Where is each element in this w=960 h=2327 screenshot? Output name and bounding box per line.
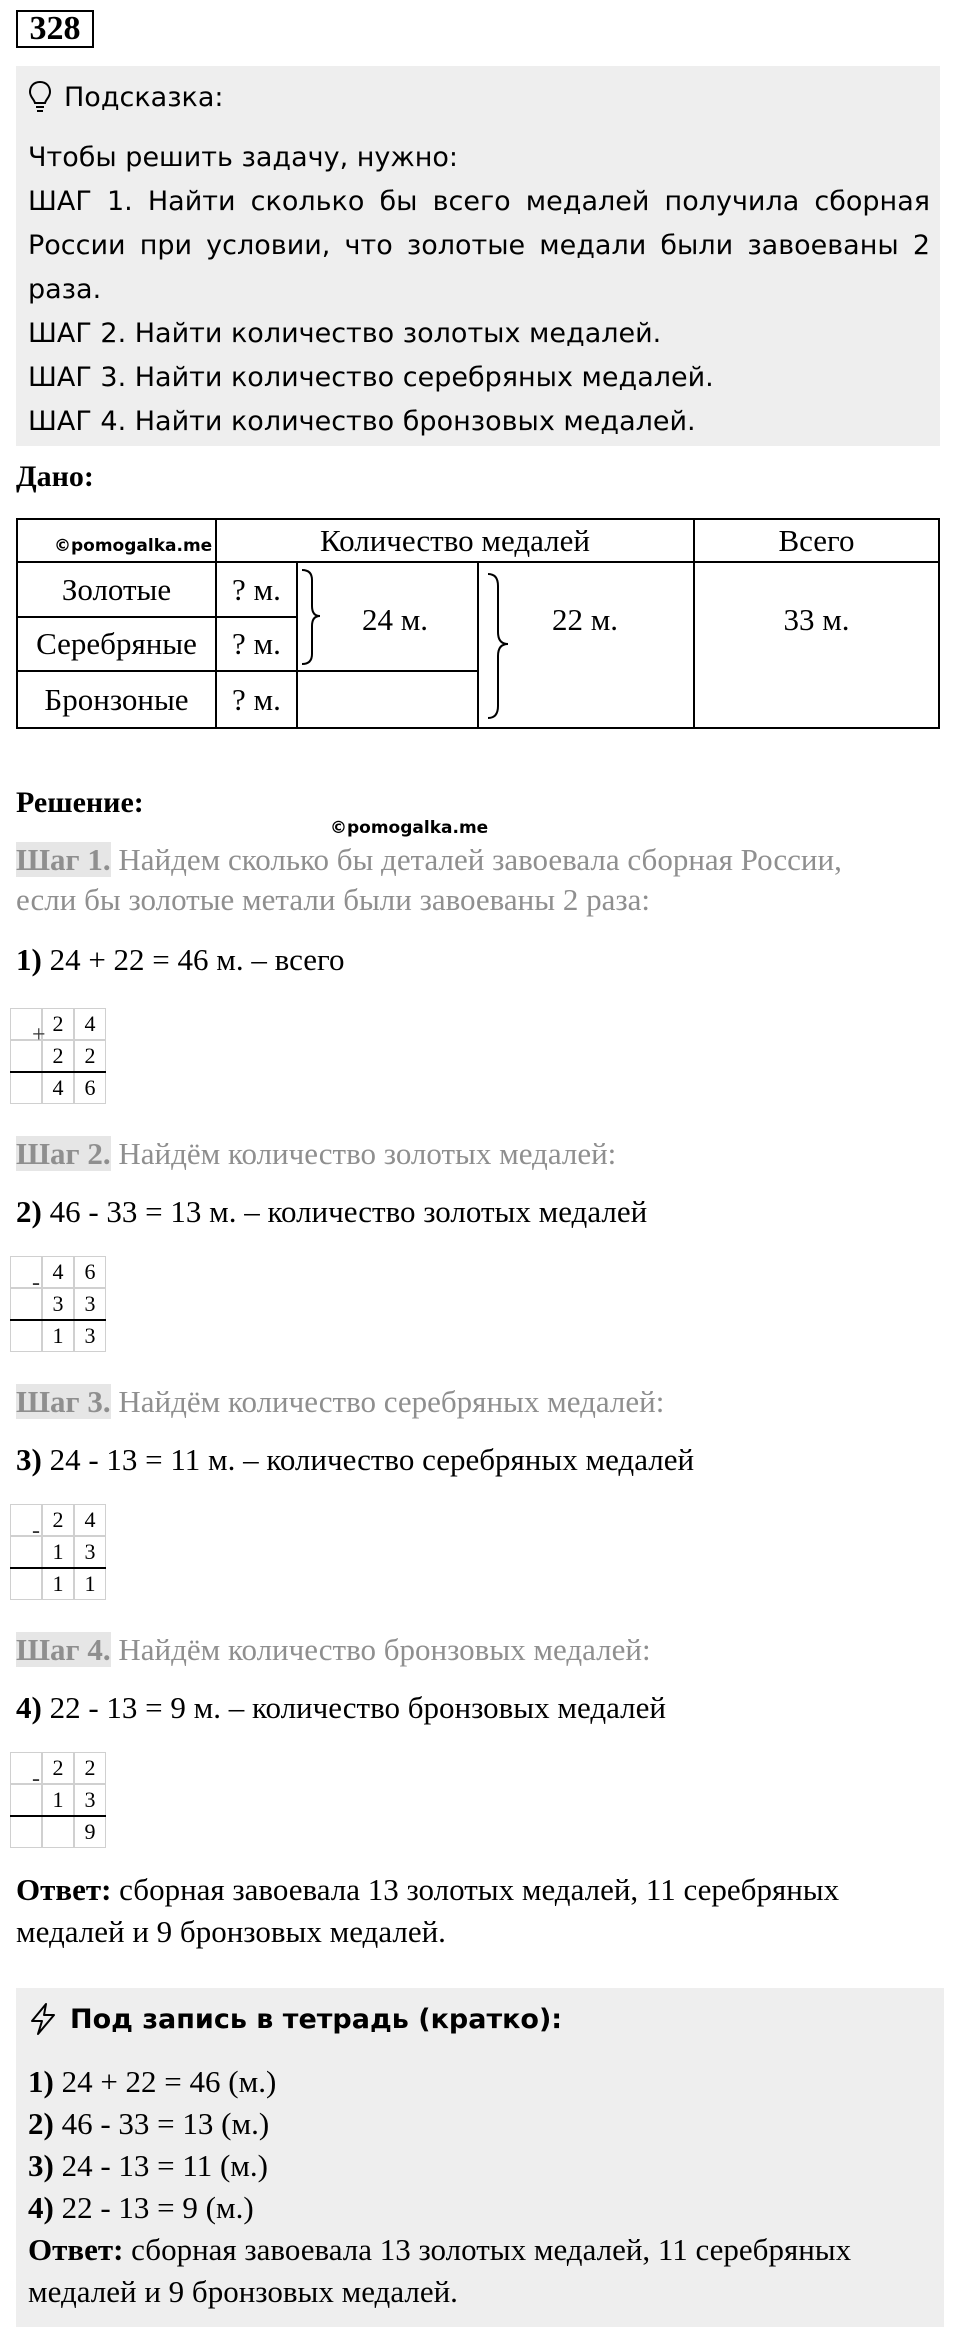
eq1-num: 1) [16, 942, 42, 977]
hint-step-1-text-a: Найти сколько бы всего медалей получила сборная [147, 186, 930, 217]
given-title: Дано: [16, 460, 94, 493]
calc-digit: 1 [52, 1571, 64, 1596]
eq3-text: 24 - 13 = 11 м. – количество серебряных медалей [49, 1442, 695, 1477]
calc-operator: + [32, 1022, 46, 1048]
calc-result-line [10, 1567, 106, 1569]
row-gold: Золотые [61, 572, 172, 607]
hint-step-3-text: Найти количество серебряных медалей. [134, 362, 714, 393]
header-medals: Количество медалей [320, 523, 590, 558]
calc-digit: 4 [84, 1507, 96, 1532]
short-answer-text-a: сборная завоевала 13 золотых медалей, 11 серебряных [131, 2232, 852, 2267]
hint-step-2 [28, 312, 930, 356]
eq2-text: 46 - 33 = 13 м. – количество золотых медалей [49, 1194, 648, 1229]
calc-4 [28, 1752, 128, 1856]
short-line-1 [28, 2062, 276, 2102]
hint-step-2-text: Найти количество золотых медалей. [134, 318, 662, 349]
short-line-4-num: 4) [28, 2190, 54, 2225]
short-line-3 [28, 2146, 268, 2186]
hint-step-1 [28, 180, 930, 224]
step4-label: Шаг 4. [16, 1632, 111, 1667]
short-line-2-num: 2) [28, 2106, 54, 2141]
calc-digit: 1 [52, 1787, 64, 1812]
calc-result-line [10, 1815, 106, 1817]
row-bronze: Бронзоные [44, 682, 189, 717]
calc-operator: - [32, 1270, 40, 1296]
lightbulb-icon [28, 80, 52, 114]
calc-digit: 4 [52, 1259, 64, 1284]
eq1 [16, 940, 344, 980]
step2-line [16, 1134, 616, 1174]
lightning-icon [28, 2002, 58, 2036]
short-answer-a [28, 2230, 851, 2270]
solution-watermark: ©pomogalka.me [330, 818, 489, 838]
hint-step-4-label: ШАГ 4. [28, 406, 127, 437]
short-line-1-text: 24 + 22 = 46 (м.) [61, 2064, 277, 2099]
step4-text: Найдём количество бронзовых медалей: [118, 1632, 651, 1667]
calc-2 [28, 1256, 128, 1360]
total-value: 33 м. [783, 602, 850, 637]
hint-step-3-label: ШАГ 3. [28, 362, 127, 393]
answer-line-b: медалей и 9 бронзовых медалей. [16, 1914, 446, 1949]
calc-1 [28, 1008, 128, 1112]
answer-text-a: сборная завоевала 13 золотых медалей, 11 серебряных [119, 1872, 840, 1907]
calc-digit: 2 [52, 1043, 64, 1068]
solution-title: Решение: [16, 786, 144, 819]
eq1-text: 24 + 22 = 46 м. – всего [49, 942, 345, 977]
bronze-unknown: ? м. [232, 682, 281, 717]
answer-label: Ответ: [16, 1872, 112, 1907]
grid-cell [10, 1816, 42, 1848]
calc-digit: 6 [84, 1259, 96, 1284]
hint-title: Подсказка: [64, 81, 224, 113]
grid-cell [10, 1072, 42, 1104]
hint-box [16, 66, 940, 446]
step3-text: Найдём количество серебряных медалей: [118, 1384, 665, 1419]
hint-step-4-text: Найти количество бронзовых медалей. [134, 406, 696, 437]
hint-step-4 [28, 400, 930, 444]
calc-digit: 2 [84, 1043, 96, 1068]
hint-header [28, 80, 224, 114]
calc-digit: 1 [84, 1571, 96, 1596]
silver-unknown: ? м. [232, 626, 281, 661]
step2-label: Шаг 2. [16, 1136, 111, 1171]
answer-line-a [16, 1870, 839, 1910]
eq4 [16, 1688, 666, 1728]
short-line-3-num: 3) [28, 2148, 54, 2183]
gold-silver-sum: 24 м. [361, 602, 429, 637]
calc-digit: 3 [84, 1787, 96, 1812]
calc-operator: - [32, 1518, 40, 1544]
calc-digit: 2 [52, 1507, 64, 1532]
hint-intro: Чтобы решить задачу, нужно: [28, 142, 458, 173]
calc-digit: 3 [84, 1291, 96, 1316]
grid-cell [10, 1320, 42, 1352]
silver-bronze-sum: 22 м. [551, 602, 619, 637]
step1-line-b: если бы золотые метали были завоеваны 2 раза: [16, 882, 650, 917]
short-answer-label: Ответ: [28, 2232, 124, 2267]
calc-digit: 3 [84, 1323, 96, 1348]
calc-digit: 6 [84, 1075, 96, 1100]
short-line-1-num: 1) [28, 2064, 54, 2099]
calc-digit: 1 [52, 1539, 64, 1564]
hint-step-1-label: ШАГ 1. [28, 186, 133, 217]
calc-result-line [10, 1319, 106, 1321]
short-line-3-text: 24 - 13 = 11 (м.) [61, 2148, 268, 2183]
step1-label: Шаг 1. [16, 842, 111, 877]
short-line-4 [28, 2188, 254, 2228]
calc-digit: 4 [52, 1075, 64, 1100]
gold-unknown: ? м. [232, 572, 281, 607]
eq2 [16, 1192, 647, 1232]
eq2-num: 2) [16, 1194, 42, 1229]
hint-step-3 [28, 356, 930, 400]
hint-step-2-label: ШАГ 2. [28, 318, 127, 349]
hint-step-1-cont: России при условии, что золотые медали были завоеваны 2 [28, 230, 930, 261]
step1-text-a: Найдем сколько бы деталей завоевала сборная России, [118, 842, 842, 877]
eq4-text: 22 - 13 = 9 м. – количество бронзовых медалей [49, 1690, 666, 1725]
calc-digit: 2 [52, 1755, 64, 1780]
short-title: Под запись в тетрадь (кратко): [70, 2003, 563, 2035]
short-line-2-text: 46 - 33 = 13 (м.) [61, 2106, 270, 2141]
calc-digit: 2 [52, 1011, 64, 1036]
calc-digit: 3 [84, 1539, 96, 1564]
short-header [28, 2002, 562, 2036]
calc-digit: 9 [84, 1819, 96, 1844]
step1-line-a [16, 840, 842, 880]
calc-digit: 2 [84, 1755, 96, 1780]
eq4-num: 4) [16, 1690, 42, 1725]
grid-cell [10, 1568, 42, 1600]
step2-text: Найдём количество золотых медалей: [118, 1136, 617, 1171]
brace-silver-bronze [484, 572, 514, 722]
calc-3 [28, 1504, 128, 1608]
short-line-4-text: 22 - 13 = 9 (м.) [61, 2190, 254, 2225]
eq3-num: 3) [16, 1442, 42, 1477]
step4-line [16, 1630, 651, 1670]
calc-digit: 4 [84, 1011, 96, 1036]
calc-result-line [10, 1071, 106, 1073]
step3-label: Шаг 3. [16, 1384, 111, 1419]
row-silver: Серебряные [36, 626, 197, 661]
problem-number: 328 [16, 10, 94, 48]
calc-digit: 3 [52, 1291, 64, 1316]
calc-digit [42, 1816, 74, 1848]
hint-step-1-end: раза. [28, 274, 102, 305]
header-total: Всего [778, 523, 855, 558]
table-watermark: ©pomogalka.me [54, 536, 213, 556]
calc-operator: - [32, 1766, 40, 1792]
short-notes-box [16, 1988, 944, 2327]
short-line-2 [28, 2104, 269, 2144]
step3-line [16, 1382, 664, 1422]
calc-digit: 1 [52, 1323, 64, 1348]
eq3 [16, 1440, 694, 1480]
short-answer-b: медалей и 9 бронзовых медалей. [28, 2274, 458, 2309]
